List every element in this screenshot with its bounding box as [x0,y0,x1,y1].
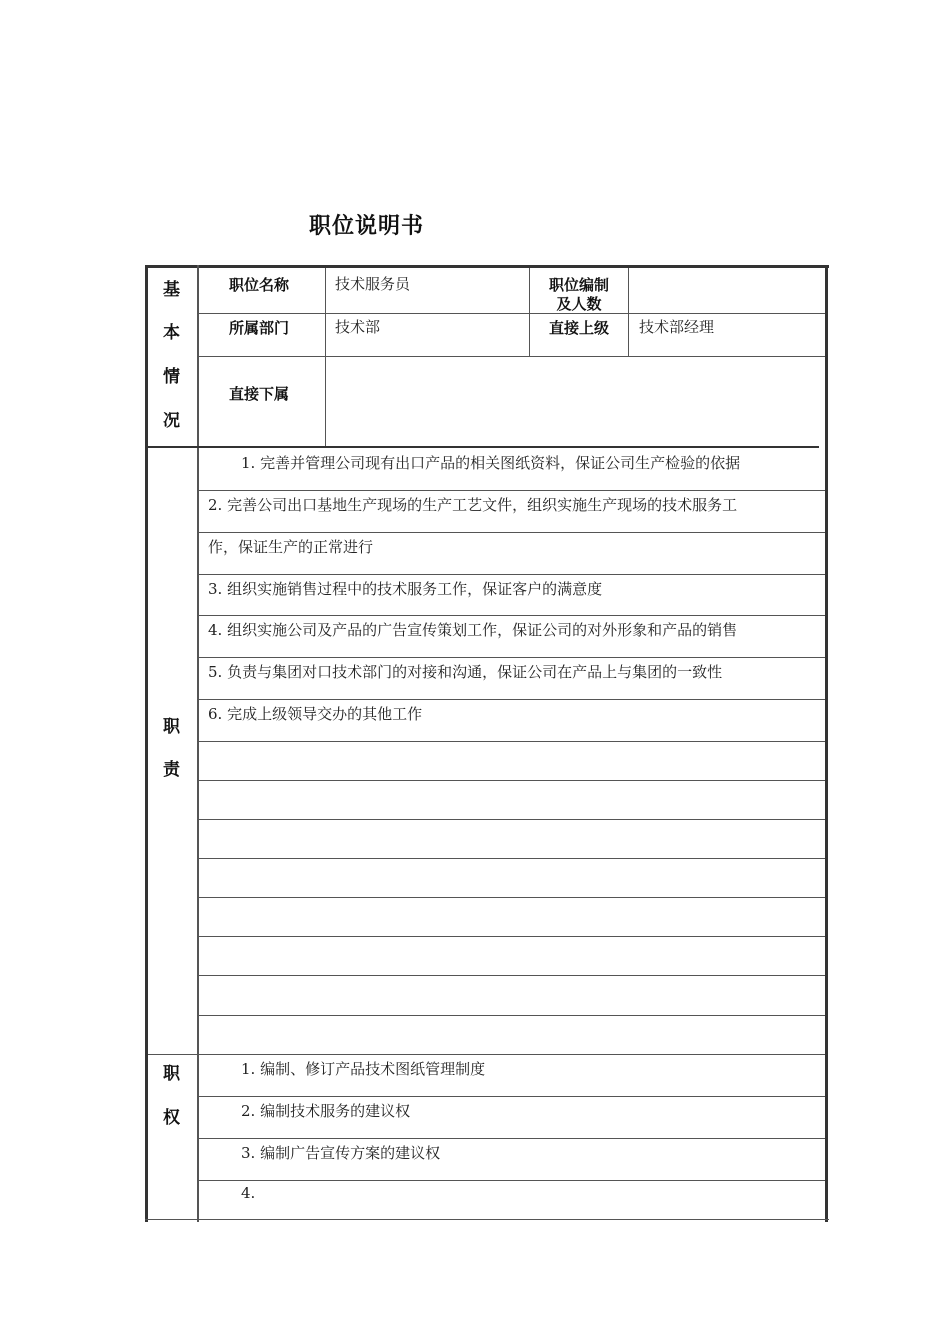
duty-item-2-continued: 作，保证生产的正常进行 [208,538,374,556]
page-title: 职位说明书 [309,214,425,239]
duty-item-2: 2. 完善公司出口基地生产现场的生产工艺文件，组织实施生产现场的技术服务工 [208,496,738,514]
position-name-label: 职位名称 [229,276,290,294]
authority-item-2: 2. 编制技术服务的建议权 [241,1102,411,1120]
basic-bottom-line [145,446,819,448]
duty-hline [199,699,825,700]
basic-section-label-1: 基 [163,280,180,300]
basic-section-label-4: 况 [163,411,180,431]
section-divider [197,265,199,1222]
basic-vline-1 [325,268,326,447]
authority-item-4: 4. [241,1184,256,1202]
duty-hline [199,819,825,820]
duty-hline [199,657,825,658]
duty-hline [199,1015,825,1016]
table-border-top [145,265,829,268]
basic-hline-2 [199,356,825,357]
table-border-right [825,265,828,1222]
authority-section-label-2: 权 [163,1108,180,1128]
basic-section-label-2: 本 [163,323,180,343]
department-value: 技术部 [335,318,381,336]
duty-item-1: 1. 完善并管理公司现有出口产品的相关图纸资料，保证公司生产检验的依据 [241,454,741,472]
authority-hline [199,1180,825,1181]
duty-item-5: 5. 负责与集团对口技术部门的对接和沟通，保证公司在产品上与集团的一致性 [208,663,723,681]
superior-label: 直接上级 [548,319,609,337]
department-label: 所属部门 [229,319,290,337]
table-border-left [145,265,148,1222]
superior-value: 技术部经理 [639,318,715,336]
authority-hline [199,1096,825,1097]
headcount-label-line-1: 职位编制 [548,276,609,294]
duty-hline [199,975,825,976]
basic-vline-3 [628,268,629,356]
duty-hline [199,780,825,781]
basic-section-label-3: 情 [163,367,180,387]
duty-hline [199,741,825,742]
duty-item-6: 6. 完成上级领导交办的其他工作 [208,705,423,723]
duty-hline [199,936,825,937]
subordinate-label: 直接下属 [229,385,290,403]
duty-hline [199,615,825,616]
duty-hline [199,574,825,575]
table-border-bottom [145,1219,829,1220]
authority-section-label-1: 职 [163,1064,180,1084]
duties-section-label-2: 责 [163,760,180,780]
duty-hline [199,490,825,491]
duty-item-3: 3. 组织实施销售过程中的技术服务工作，保证客户的满意度 [208,580,603,598]
position-name-value: 技术服务员 [335,275,411,293]
basic-hline-1 [199,313,825,314]
duties-section-label-1: 职 [163,717,180,737]
authority-item-1: 1. 编制、修订产品技术图纸管理制度 [241,1060,486,1078]
authority-item-3: 3. 编制广告宣传方案的建议权 [241,1144,441,1162]
duty-hline [199,532,825,533]
duties-bottom-line [148,1054,825,1055]
duty-hline [199,858,825,859]
authority-hline [199,1138,825,1139]
headcount-label-line-2: 及人数 [556,295,602,313]
duty-item-4: 4. 组织实施公司及产品的广告宣传策划工作，保证公司的对外形象和产品的销售 [208,621,738,639]
duty-hline [199,897,825,898]
